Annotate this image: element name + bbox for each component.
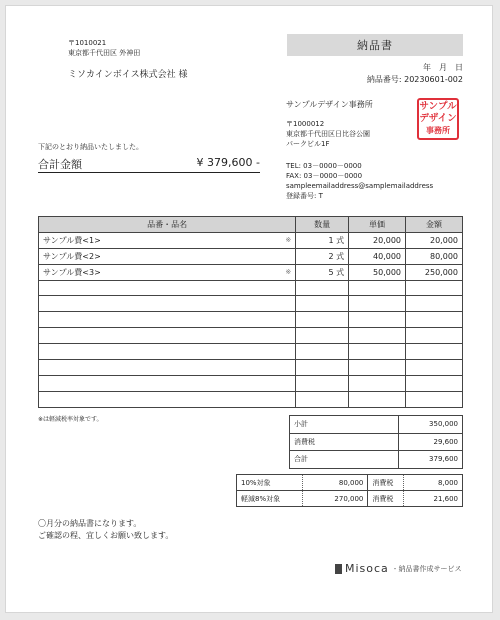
- item-amount: [406, 360, 463, 376]
- reduced-rate-mark: [276, 312, 296, 328]
- sender-postal: 〒1000012: [286, 120, 325, 128]
- tax-row-8: [237, 491, 463, 507]
- item-name: [39, 391, 276, 407]
- summary-row-total: [290, 451, 463, 469]
- reduced-rate-mark: ※: [276, 264, 296, 280]
- total-value: ¥ 379,600 -: [196, 156, 260, 169]
- item-amount: [406, 375, 463, 391]
- sender-name: サンプルデザイン事務所: [286, 100, 373, 109]
- reduced-rate-note: ※は軽減税率対象です。: [38, 416, 103, 423]
- header-item-name: 品番・品名: [39, 217, 296, 233]
- tax-10-tax: 8,000: [404, 475, 463, 491]
- tax-row-10: [237, 475, 463, 491]
- item-unit-price: [349, 391, 406, 407]
- item-unit-price: [349, 328, 406, 344]
- table-row: [39, 312, 463, 328]
- recipient-company: ミソカインボイス株式会社 様: [68, 70, 188, 80]
- misoca-brand: Misoca: [345, 562, 389, 575]
- item-name: サンプル費<2>: [39, 248, 276, 264]
- item-unit-price: [349, 375, 406, 391]
- item-quantity: [296, 280, 349, 296]
- delivery-note-page: [5, 5, 493, 613]
- item-name: [39, 280, 276, 296]
- item-unit-price: [349, 312, 406, 328]
- item-quantity: [296, 375, 349, 391]
- header-unit-price: 単価: [349, 217, 406, 233]
- tax-8-tax-label: 消費税: [368, 491, 404, 507]
- summary-row-tax: [290, 433, 463, 451]
- tax-label: 消費税: [290, 433, 399, 451]
- table-row: [39, 264, 463, 280]
- reduced-rate-mark: [276, 280, 296, 296]
- item-amount: [406, 391, 463, 407]
- sender-address-1: 東京都千代田区日比谷公園: [286, 130, 370, 138]
- item-quantity: [296, 296, 349, 312]
- tax-10-amount: 80,000: [302, 475, 368, 491]
- item-amount: [406, 344, 463, 360]
- header-amount: 金額: [406, 217, 463, 233]
- items-header-row: [39, 217, 463, 233]
- item-quantity: [296, 312, 349, 328]
- tax-8-tax: 21,600: [404, 491, 463, 507]
- sender-email: sampleemailaddress@samplemailaddress: [286, 182, 434, 190]
- item-amount: 80,000: [406, 248, 463, 264]
- item-amount: 250,000: [406, 264, 463, 280]
- item-name: [39, 328, 276, 344]
- reduced-rate-mark: [276, 375, 296, 391]
- sender-address-2: パークビル1F: [286, 140, 330, 148]
- tax-10-tax-label: 消費税: [368, 475, 404, 491]
- item-amount: [406, 296, 463, 312]
- sender-registration: 登録番号: T: [286, 192, 323, 200]
- tax-value: 29,600: [399, 433, 463, 451]
- sender-fax: FAX: 03－0000－0000: [286, 172, 363, 180]
- reduced-rate-mark: [276, 344, 296, 360]
- summary-row-subtotal: [290, 416, 463, 434]
- item-quantity: [296, 344, 349, 360]
- table-row: [39, 296, 463, 312]
- item-unit-price: [349, 296, 406, 312]
- table-row: [39, 344, 463, 360]
- reduced-rate-mark: [276, 248, 296, 264]
- misoca-mark-icon: [335, 564, 342, 574]
- item-name: [39, 375, 276, 391]
- item-name: [39, 344, 276, 360]
- header-quantity: 数量: [296, 217, 349, 233]
- company-seal-stamp: サンプル デザイン 事務所: [417, 98, 459, 140]
- item-unit-price: [349, 280, 406, 296]
- grand-total-value: 379,600: [399, 451, 463, 469]
- total-underline: [38, 172, 260, 173]
- subtotal-value: 350,000: [399, 416, 463, 434]
- item-unit-price: [349, 360, 406, 376]
- table-row: [39, 248, 463, 264]
- item-amount: 20,000: [406, 232, 463, 248]
- subtotal-label: 小計: [290, 416, 399, 434]
- reduced-rate-mark: [276, 296, 296, 312]
- item-unit-price: [349, 344, 406, 360]
- item-quantity: [296, 391, 349, 407]
- item-quantity: 5 式: [296, 264, 349, 280]
- recipient-postal: 〒1010021: [68, 39, 107, 47]
- item-unit-price: 20,000: [349, 232, 406, 248]
- reduced-rate-mark: ※: [276, 232, 296, 248]
- items-table: [38, 216, 463, 408]
- item-amount: [406, 312, 463, 328]
- item-quantity: 1 式: [296, 232, 349, 248]
- tax-8-label: 軽減8%対象: [237, 491, 303, 507]
- table-row: [39, 360, 463, 376]
- total-label: 合計金額: [38, 158, 82, 171]
- item-unit-price: 40,000: [349, 248, 406, 264]
- table-row: [39, 391, 463, 407]
- item-name: サンプル費<3>: [39, 264, 276, 280]
- table-row: [39, 328, 463, 344]
- table-row: [39, 375, 463, 391]
- tax-8-amount: 270,000: [302, 491, 368, 507]
- tax-10-label: 10%対象: [237, 475, 303, 491]
- misoca-service: - 納品書作成サービス: [393, 564, 462, 573]
- summary-table: [289, 415, 463, 469]
- item-amount: [406, 328, 463, 344]
- misoca-logo: [335, 562, 462, 575]
- item-unit-price: 50,000: [349, 264, 406, 280]
- reduced-rate-mark: [276, 391, 296, 407]
- item-name: [39, 360, 276, 376]
- item-name: [39, 312, 276, 328]
- footer-note-2: ご確認の程、宜しくお願い致します。: [38, 531, 174, 540]
- reduced-rate-mark: [276, 328, 296, 344]
- item-amount: [406, 280, 463, 296]
- item-quantity: 2 式: [296, 248, 349, 264]
- document-number: 納品番号: 20230601-002: [366, 75, 463, 84]
- sender-tel: TEL: 03－0000－0000: [286, 162, 362, 170]
- recipient-address: 東京都千代田区 外神田: [68, 49, 141, 57]
- footer-note-1: 〇月分の納品書になります。: [38, 519, 142, 528]
- table-row: [39, 232, 463, 248]
- document-date: 年 月 日: [423, 63, 463, 72]
- item-name: サンプル費<1>: [39, 232, 276, 248]
- reduced-rate-mark: [276, 360, 296, 376]
- item-quantity: [296, 360, 349, 376]
- intro-text: 下記のとおり納品いたしました。: [38, 143, 143, 151]
- tax-breakdown-table: [236, 474, 463, 507]
- item-name: [39, 296, 276, 312]
- grand-total-label: 合計: [290, 451, 399, 469]
- table-row: [39, 280, 463, 296]
- document-title: 納品書: [287, 34, 463, 56]
- item-quantity: [296, 328, 349, 344]
